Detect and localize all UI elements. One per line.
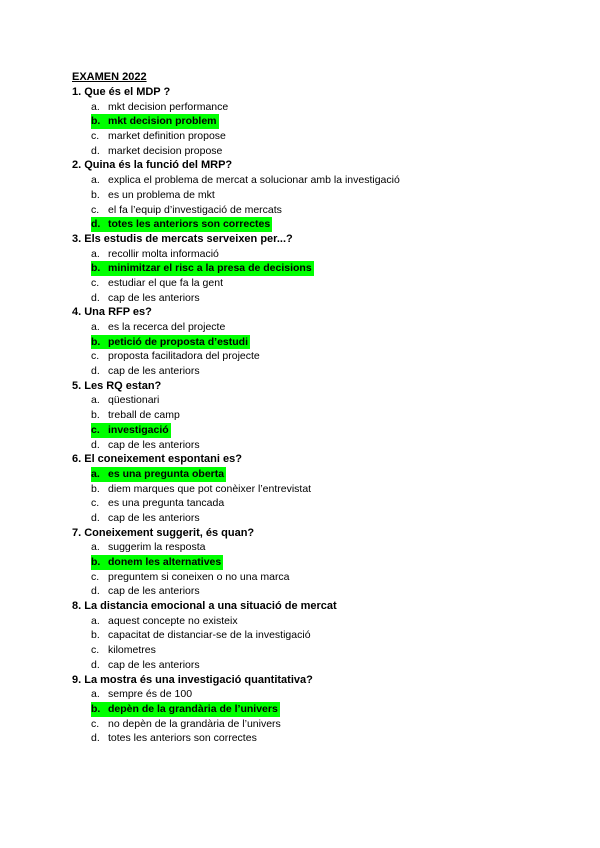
option-letter: c. [91,497,100,510]
answer-option [72,584,552,599]
option-letter: b. [91,261,108,276]
option-text: cap de les anteriors [108,438,200,451]
answer-option [72,496,552,511]
option-text: explica el problema de mercat a solucionar amb la investigació [108,174,400,187]
answer-option-correct [72,467,552,482]
option-text: market definition propose [108,130,226,143]
option-letter: a. [91,541,100,554]
option-text: diem marques que pot conèixer l’entrevistat [108,482,312,495]
option-text: es una pregunta oberta [108,467,225,480]
question-text: 1. Que és el MDP ? [72,86,171,98]
question-text: 5. Les RQ estan? [72,379,162,392]
option-letter: d. [91,365,100,378]
option-letter: d. [91,658,100,671]
option-text: el fa l’equip d’investigació de mercats [108,203,282,216]
question-text: 7. Coneixement suggerit, és quan? [72,526,255,539]
option-letter: a. [91,394,100,407]
answer-option [72,100,552,115]
option-text: recollir molta informació [108,247,219,260]
option-text: totes les anteriors son correctes [108,732,257,745]
answer-option [72,247,552,262]
question-text: 2. Quina és la funció del MRP? [72,159,233,172]
answer-option [72,717,552,732]
answer-option [72,364,552,379]
option-letter: b. [91,335,108,350]
answer-option [72,349,552,364]
option-letter: d. [91,585,100,598]
answer-option [72,731,552,746]
option-text: aquest concepte no existeix [108,614,238,627]
option-text: depèn de la grandària de l’univers [108,702,278,715]
answer-option [72,482,552,497]
answer-option [72,658,552,673]
answer-option [72,276,552,291]
option-text: donem les alternatives [108,556,222,568]
option-letter: c. [91,570,100,583]
option-text: cap de les anteriors [108,585,200,598]
option-letter: c. [91,350,100,363]
answer-option [72,173,552,188]
answer-option-correct [72,261,552,276]
option-text: petició de proposta d’estudi [108,335,249,348]
option-text: preguntem si coneixen o no una marca [108,570,290,583]
question-block [72,158,552,231]
option-letter: c. [91,130,100,143]
answer-option [72,408,552,423]
option-letter: a. [91,100,100,113]
option-text: kilometres [108,644,156,657]
option-letter: d. [91,511,100,524]
answer-option [72,320,552,335]
option-letter: a. [91,247,100,260]
option-letter: d. [91,144,100,157]
option-text: suggerim la resposta [108,541,206,554]
question-text: 9. La mostra és una investigació quantitativa? [72,673,313,686]
answer-option [72,188,552,203]
option-text: capacitat de distanciar-se de la investigació [108,629,311,642]
answer-option [72,570,552,585]
option-letter: c. [91,644,100,657]
option-text: no depèn de la grandària de l’univers [108,717,281,730]
option-text: mkt decision problem [108,115,217,128]
option-text: cap de les anteriors [108,291,200,304]
option-text: investigació [108,423,169,436]
option-text: es una pregunta tancada [108,497,225,510]
option-letter: c. [91,423,108,438]
option-letter: a. [91,321,100,333]
answer-option-correct [72,423,552,438]
answer-option [72,438,552,453]
option-letter: a. [91,174,100,187]
option-text: es un problema de mkt [108,188,215,201]
question-block [72,85,552,158]
option-text: market decision propose [108,144,223,157]
option-letter: b. [91,629,100,642]
option-text: minimitzar el risc a la presa de decisions [108,262,312,275]
option-letter: c. [91,203,100,216]
option-text: qüestionari [108,394,160,407]
question-text: 4. Una RFP es? [72,306,152,319]
option-letter: d. [91,217,108,232]
option-letter: b. [91,702,108,717]
answer-option [72,393,552,408]
option-letter: d. [91,438,100,451]
option-letter: c. [91,276,100,289]
answer-option-correct [72,217,552,232]
option-letter: d. [91,732,100,745]
answer-option [72,643,552,658]
answer-option [72,144,552,159]
answer-option [72,511,552,526]
answer-option [72,540,552,555]
option-text: es la recerca del projecte [108,321,226,333]
answer-option [72,628,552,643]
answer-option [72,614,552,629]
answer-option [72,687,552,702]
question-block [72,305,552,378]
option-letter: a. [91,688,100,701]
option-text: estudiar el que fa la gent [108,276,223,289]
question-text: 8. La distancia emocional a una situació de mercat [72,600,337,613]
option-text: mkt decision performance [108,100,229,113]
option-text: totes les anteriors son correctes [108,218,271,231]
question-block [72,673,552,746]
option-text: proposta facilitadora del projecte [108,350,260,363]
question-block [72,526,552,599]
option-text: cap de les anteriors [108,658,200,671]
answer-option-correct [72,702,552,717]
option-text: cap de les anteriors [108,365,200,378]
option-letter: d. [91,291,100,304]
option-letter: c. [91,717,100,730]
option-letter: a. [91,467,108,482]
question-list [72,85,552,746]
question-block [72,599,552,672]
answer-option [72,291,552,306]
option-letter: b. [91,114,108,129]
answer-option-correct [72,114,552,129]
option-text: cap de les anteriors [108,511,200,524]
question-block [72,452,552,525]
answer-option-correct [72,555,552,570]
option-letter: b. [91,555,108,570]
exam-document [72,70,552,746]
option-letter: b. [91,409,100,422]
option-letter: b. [91,482,100,495]
option-letter: b. [91,188,100,201]
exam-title: EXAMEN 2022 [72,71,147,83]
answer-option [72,129,552,144]
option-text: treball de camp [108,409,180,422]
answer-option [72,203,552,218]
question-text: 6. El coneixement espontani es? [72,453,242,466]
question-block [72,379,552,452]
option-text: sempre és de 100 [108,688,193,701]
answer-option-correct [72,335,552,350]
question-block [72,232,552,305]
question-text: 3. Els estudis de mercats serveixen per...? [72,232,293,245]
option-letter: a. [91,614,100,627]
